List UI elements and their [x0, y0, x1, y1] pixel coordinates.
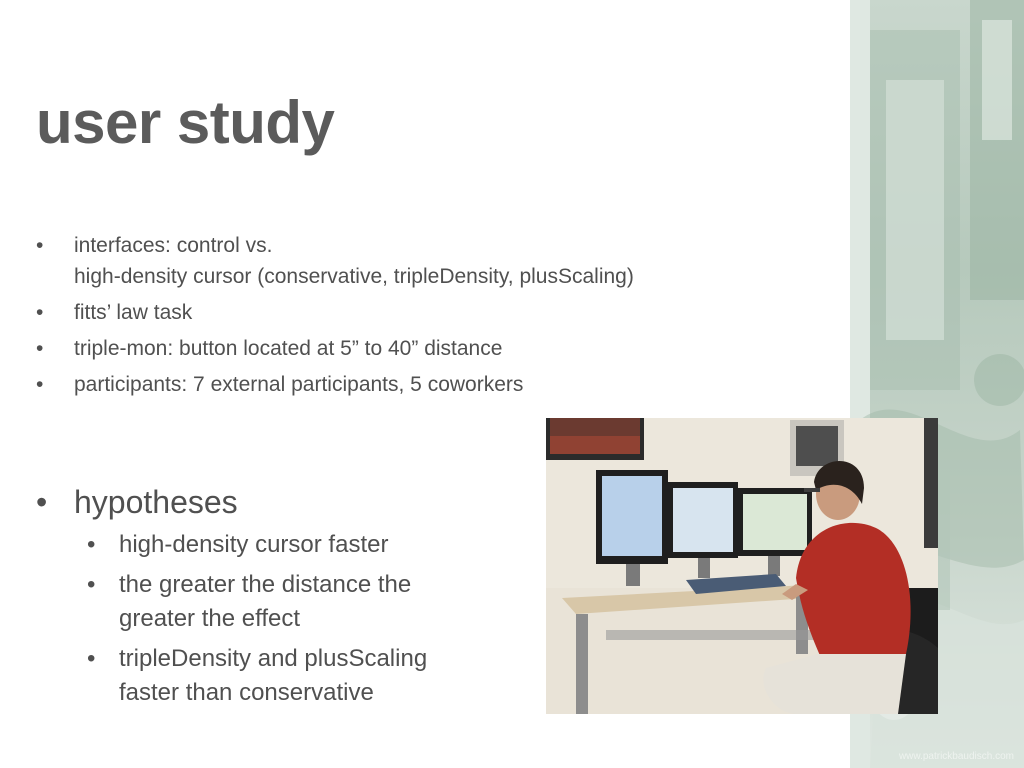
study-bullet-list: [36, 230, 816, 405]
bullet-marker: •: [87, 645, 96, 672]
hypothesis-text: high-density cursor faster: [119, 531, 389, 558]
photo-illustration: [546, 418, 938, 714]
bullet-text: fitts’ law task: [74, 301, 193, 324]
hypotheses-section: [36, 482, 536, 716]
hypothesis-text: tripleDensity and plusScaling: [119, 645, 428, 672]
hypotheses-heading-text: hypotheses: [74, 484, 238, 520]
bullet-task: [36, 297, 816, 328]
bullet-marker: •: [36, 484, 48, 520]
hypotheses-list: [87, 528, 536, 710]
bullet-text: participants: 7 external participants, 5 coworkers: [74, 373, 524, 396]
hypothesis-item: [87, 642, 536, 710]
hypotheses-heading: [36, 482, 536, 522]
bullet-marker: •: [87, 531, 96, 558]
hypothesis-text-continued: greater the effect: [119, 605, 301, 632]
hypothesis-text: the greater the distance the: [119, 571, 412, 598]
bullet-text: triple-mon: button located at 5” to 40” distance: [74, 337, 503, 360]
bullet-marker: •: [36, 373, 44, 396]
bullet-participants: [36, 369, 816, 400]
bullet-triple-mon: [36, 333, 816, 364]
hypothesis-item: [87, 528, 536, 562]
slide-title: user study: [36, 89, 335, 156]
bullet-marker: •: [87, 571, 96, 598]
bullet-marker: •: [36, 301, 44, 324]
user-study-photo: [546, 418, 938, 714]
watermark: www.patrickbaudisch.com: [898, 751, 1014, 762]
bullet-text: interfaces: control vs.: [74, 234, 273, 257]
hypothesis-item: [87, 568, 536, 636]
hypothesis-text-continued: faster than conservative: [119, 679, 374, 706]
bullet-marker: •: [36, 234, 44, 257]
bullet-marker: •: [36, 337, 44, 360]
bullet-interfaces: [36, 230, 816, 292]
bullet-text-continued: high-density cursor (conservative, tripleDensity, plusScaling): [74, 265, 634, 288]
